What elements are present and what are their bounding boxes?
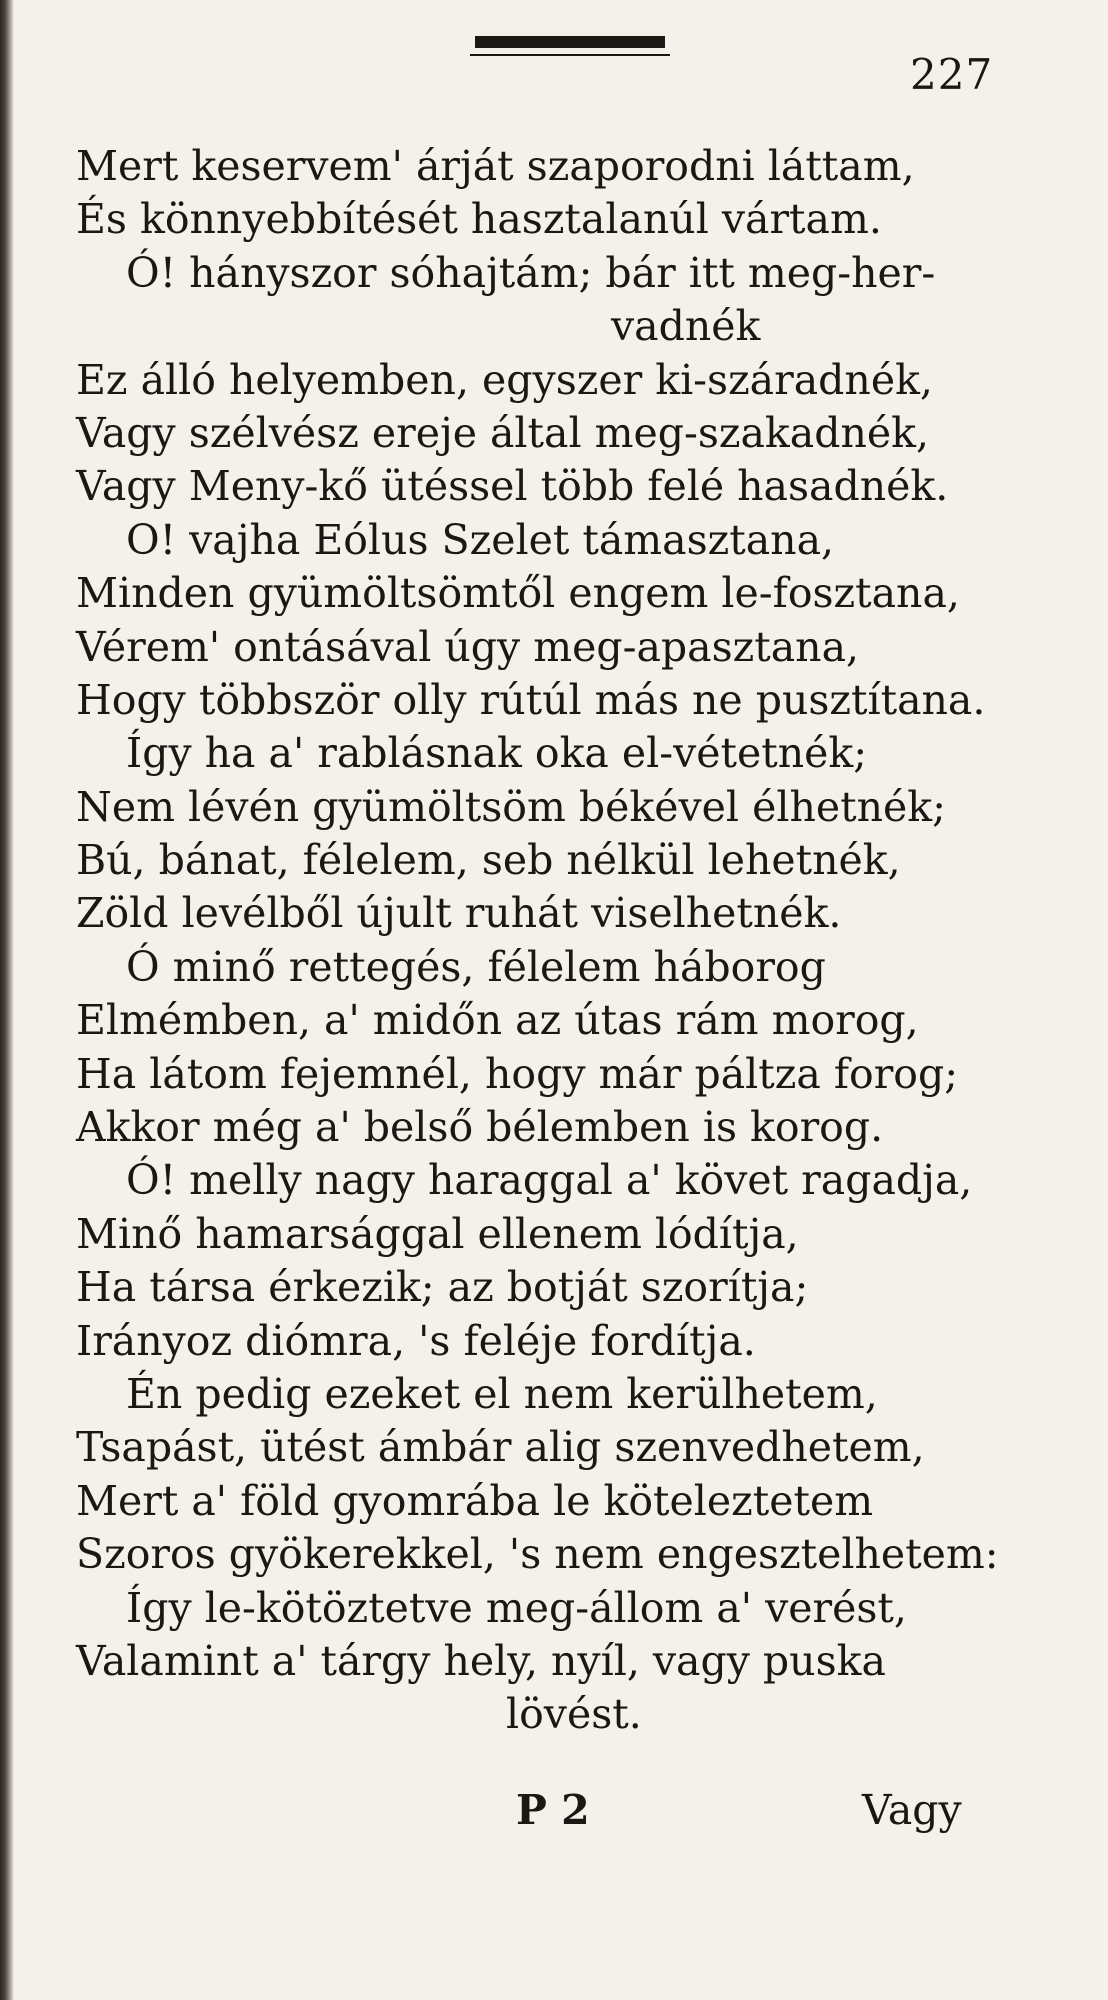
poem-line: Így ha a' rablásnak oka el-vétetnék; (126, 729, 868, 778)
poem-text (76, 140, 1076, 1742)
poem-line: Én pedig ezeket el nem kerülhetem, (126, 1369, 878, 1418)
poem-line: Ó minő rettegés, félelem háborog (126, 942, 826, 991)
poem-line: Hogy többször olly rútúl más ne pusztítana. (76, 675, 986, 724)
poem-line: Bú, bánat, félelem, seb nélkül lehetnék, (76, 836, 901, 885)
poem-line: Zöld levélből újult ruhát viselhetnék. (76, 889, 842, 938)
catchword: Vagy (862, 1786, 962, 1834)
poem-line-turnover: lövést. (506, 1690, 642, 1739)
poem-line: Ó! melly nagy haraggal a' követ ragadja, (126, 1156, 973, 1205)
poem-line: Nem lévén gyümöltsöm békével élhetnék; (76, 782, 946, 831)
poem-line: Ha társa érkezik; az botját szorítja; (76, 1263, 809, 1312)
page-binding-edge (0, 0, 14, 2000)
poem-line: Vagy Meny-kő ütéssel több felé hasadnék. (76, 462, 949, 511)
poem-line: Vagy szélvész ereje által meg-szakadnék, (76, 408, 930, 457)
poem-line: Szoros gyökerekkel, 's nem engesztelhetem: (76, 1530, 999, 1579)
poem-line: Minden gyümöltsömtől engem le-fosztana, (76, 569, 960, 618)
poem-line: Irányoz diómra, 's feléje fordítja. (76, 1316, 756, 1365)
poem-line: O! vajha Eólus Szelet támasztana, (126, 515, 835, 564)
poem-line: Tsapást, ütést ámbár alig szenvedhetem, (76, 1423, 925, 1472)
poem-line: Akkor még a' belső bélemben is korog. (76, 1103, 884, 1152)
poem-line: Így le-kötöztetve meg-állom a' verést, (126, 1583, 907, 1632)
poem-line: Ez álló helyemben, egyszer ki-száradnék, (76, 355, 933, 404)
poem-line: Valamint a' tárgy hely, nyíl, vagy puska (76, 1636, 886, 1685)
signature-mark: P 2 (516, 1786, 590, 1834)
poem-line: Vérem' ontásával úgy meg-apasztana, (76, 622, 860, 671)
poem-line: Mert keservem' árját szaporodni láttam, (76, 142, 915, 190)
poem-line: Elmémben, a' midőn az útas rám morog, (76, 996, 919, 1045)
poem-line-turnover: vadnék (611, 302, 761, 351)
page-footer (0, 1786, 1108, 1846)
header-rule-thin (470, 54, 670, 56)
poem-line: Mert a' föld gyomrába le köteleztetem (76, 1476, 874, 1525)
poem-line: Ha látom fejemnél, hogy már páltza forog; (76, 1049, 959, 1098)
poem-line: És könnyebbítését hasztalanúl vártam. (76, 195, 882, 244)
header-rule (475, 36, 665, 48)
page-number: 227 (910, 50, 994, 99)
poem-line: Ó! hányszor sóhajtám; bár itt meg-her- (126, 248, 936, 297)
poem-line: Minő hamarsággal ellenem lódítja, (76, 1209, 799, 1258)
